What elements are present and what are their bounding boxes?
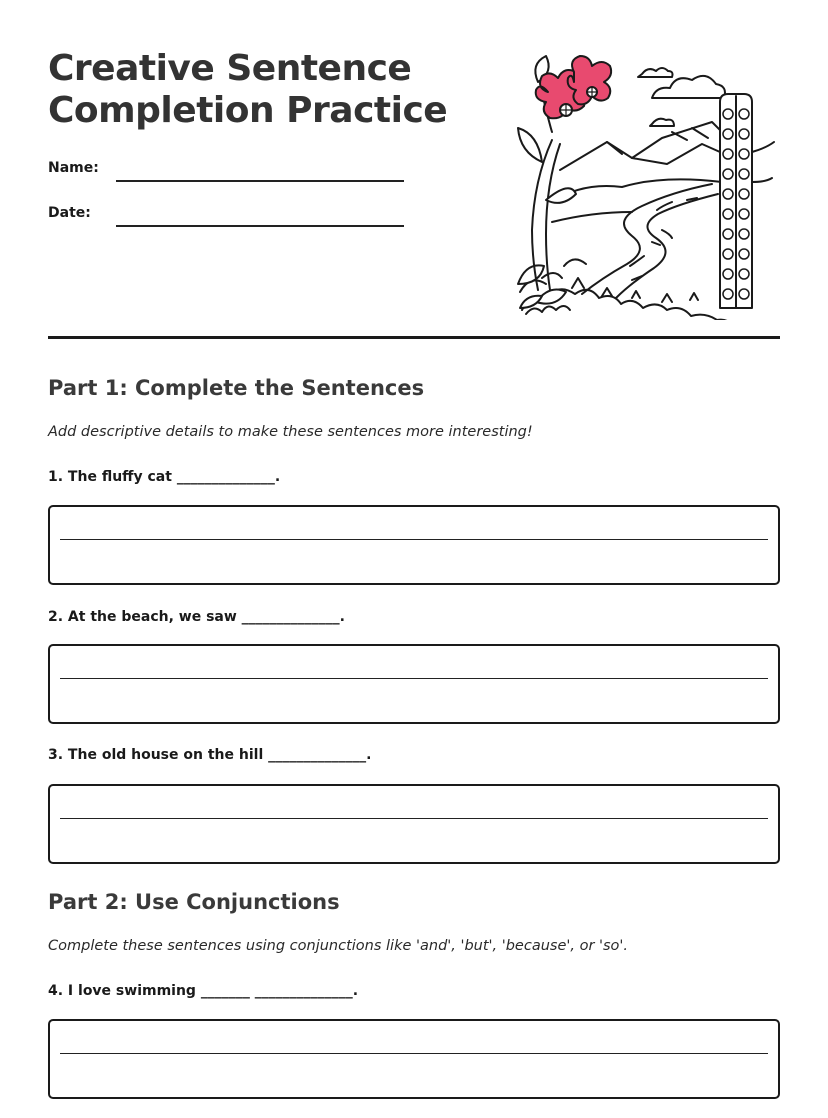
- part2-instructions: Complete these sentences using conjunctions like 'and', 'but', 'because', or 'so'.: [48, 938, 629, 954]
- answer-box-4[interactable]: [48, 1019, 780, 1099]
- title-line-1: Creative Sentence: [48, 48, 412, 89]
- part1-instructions: Add descriptive details to make these sentences more interesting!: [48, 424, 533, 440]
- date-label: Date:: [48, 205, 91, 221]
- landscape-illustration: [512, 52, 778, 320]
- part1-title: Part 1: Complete the Sentences: [48, 376, 425, 400]
- page-title: [48, 48, 488, 132]
- answer-box-1[interactable]: [48, 505, 780, 585]
- question-3: 3. The old house on the hill ______________.: [48, 747, 372, 763]
- answer-line: [60, 818, 768, 819]
- title-line-2: Completion Practice: [48, 90, 448, 131]
- name-label: Name:: [48, 160, 99, 176]
- question-2: 2. At the beach, we saw ______________.: [48, 609, 345, 625]
- name-field[interactable]: [116, 180, 404, 182]
- answer-box-2[interactable]: [48, 644, 780, 724]
- question-4: 4. I love swimming _______ ______________.: [48, 983, 359, 999]
- answer-box-3[interactable]: [48, 784, 780, 864]
- date-field[interactable]: [116, 225, 404, 227]
- answer-line: [60, 1053, 768, 1054]
- part2-title: Part 2: Use Conjunctions: [48, 890, 340, 914]
- answer-line: [60, 539, 768, 540]
- question-1: 1. The fluffy cat ______________.: [48, 469, 281, 485]
- answer-line: [60, 678, 768, 679]
- header-divider: [48, 336, 780, 339]
